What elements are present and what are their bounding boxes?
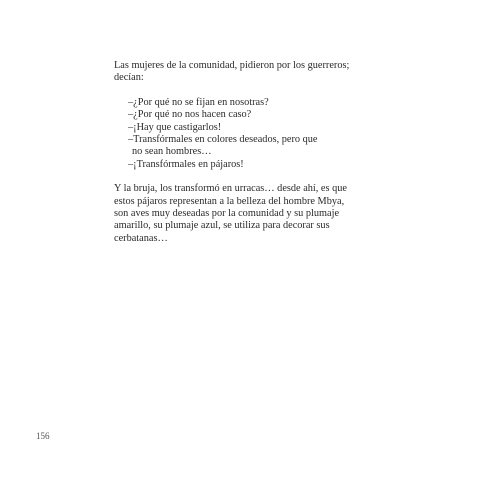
dialogue-line: no sean hombres… [132, 146, 212, 158]
dialogue-line: –¿Por qué no nos hacen caso? [128, 109, 252, 121]
dialogue-line: –¿Por qué no se fijan en nosotras? [128, 96, 269, 108]
text-line: Y la bruja, los transformó en urracas… desde ahí, es que [114, 183, 347, 195]
intro-paragraph [114, 60, 364, 85]
body-text [114, 60, 364, 245]
closing-paragraph [114, 183, 364, 245]
dialogue-line: –¡Hay que castigarlos! [128, 121, 222, 133]
dialogue-line: –¡Transfórmales en pájaros! [128, 158, 244, 170]
dialogue-line: –Transfórmales en colores deseados, pero que [128, 134, 318, 146]
text-line: decían: [114, 72, 144, 84]
text-line: son aves muy deseadas por la comunidad y su plumaje [114, 208, 340, 220]
text-line: amarillo, su plumaje azul, se utiliza para decorar sus [114, 220, 330, 232]
page-number: 156 [36, 431, 50, 441]
dialogue-block [128, 97, 364, 171]
text-line: cerbatanas… [114, 232, 168, 244]
text-line: estos pájaros representan a la belleza del hombre Mbya, [114, 195, 345, 207]
text-line: Las mujeres de la comunidad, pidieron por los guerreros; [114, 60, 350, 71]
